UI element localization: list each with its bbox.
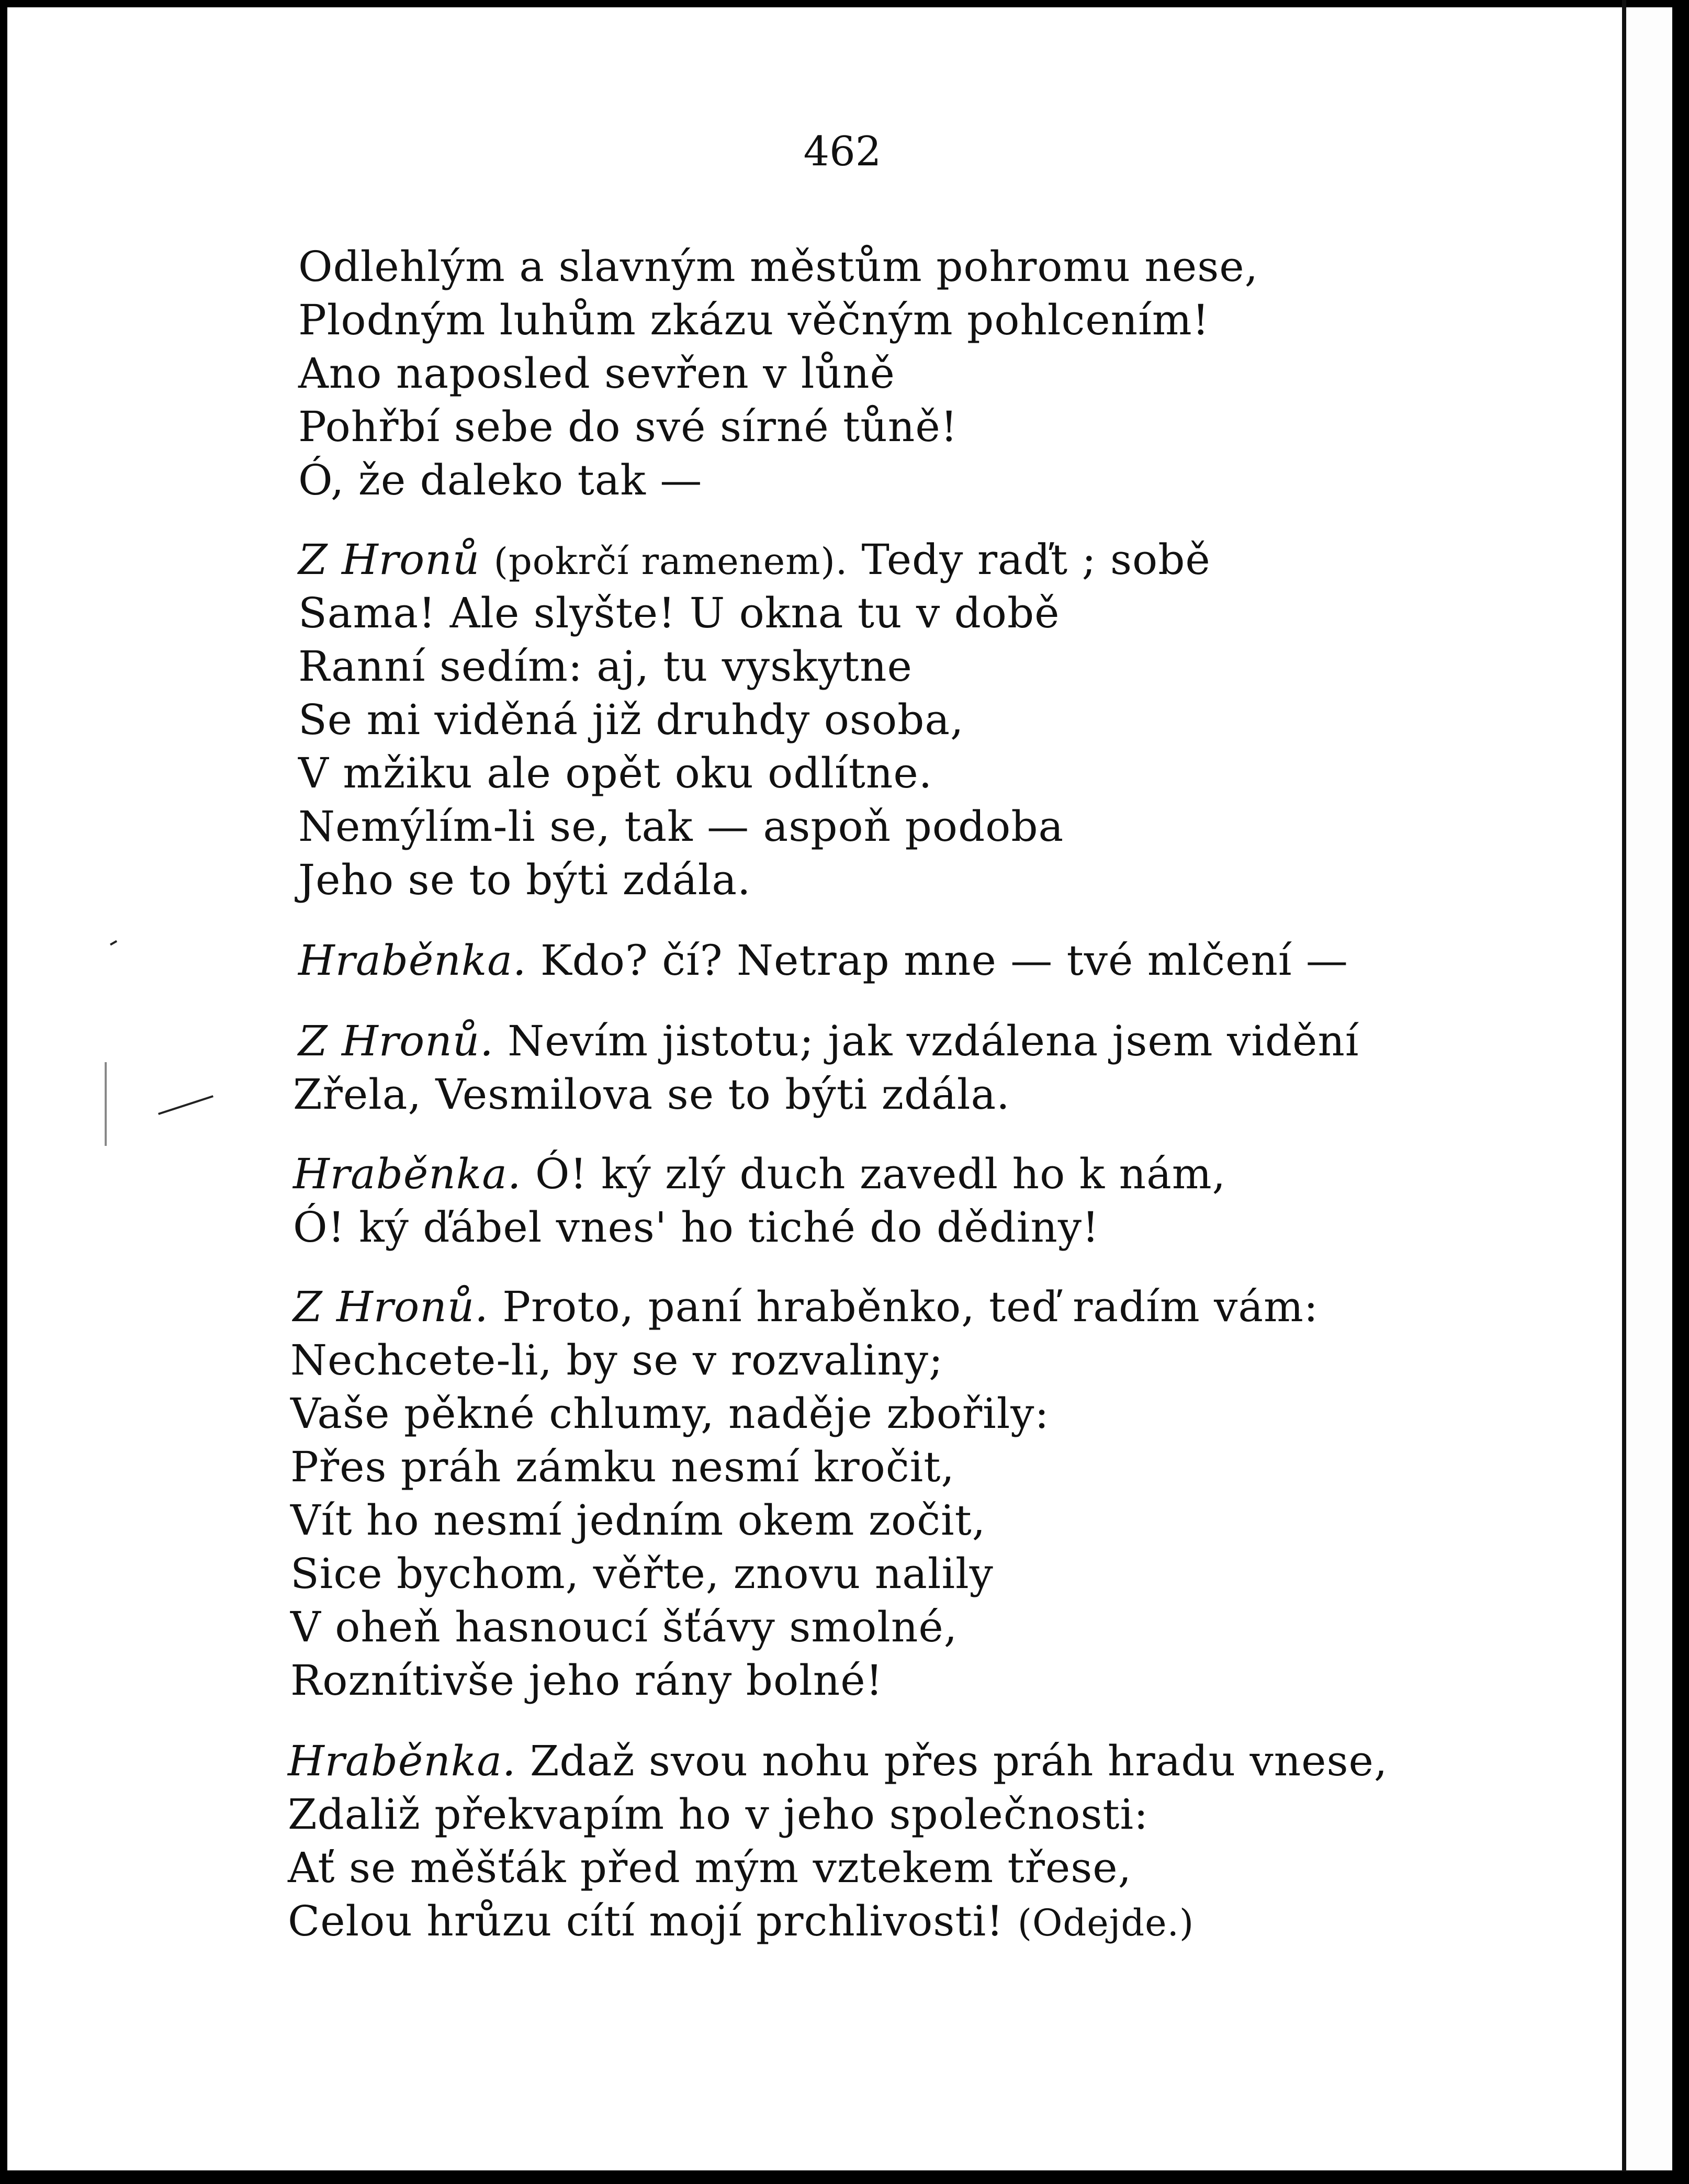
verse-line: Ó, že daleko tak — [298,456,703,504]
speech-line [298,935,1348,987]
speech-line [298,1015,1359,1067]
verse-line: Jeho se to býti zdála. [298,855,751,904]
verse-line: Přes práh zámku nesmí kročit, [290,1443,955,1491]
verse-text: Kdo? čí? Netrap mne — tvé mlčení — [540,936,1348,985]
speaker-name: Hraběnka. [298,936,527,985]
verse-text: Celou hrůzu cítí mojí prchlivosti! [288,1897,1004,1945]
verse-text: Nevím jistotu; jak vzdálena jsem vidění [508,1017,1359,1065]
verse-line: Nechcete-li, by se v rozvaliny; [290,1336,943,1384]
verse-line: Vaše pěkné chlumy, naděje zbořily: [290,1389,1050,1438]
speech-line [288,1735,1388,1787]
page-edge-line [1622,0,1626,2171]
scan-border-left [0,0,7,2184]
verse-text: Proto, paní hraběnko, teď radím vám: [502,1282,1319,1331]
verse-line: Ať se měšťák před mým vztekem třese, [288,1843,1132,1892]
verse-line: Se mi viděná již druhdy osoba, [298,695,964,744]
scan-border-bottom [0,2170,1689,2184]
speaker-name: Hraběnka. [293,1150,522,1198]
verse-line: Ranní sedím: aj, tu vyskytne [298,642,913,691]
verse-line: Zdaliž překvapím ho v jeho společnosti: [288,1790,1149,1839]
margin-mark-dash [158,1095,213,1115]
verse-text: Ó! ký zlý duch zavedl ho k nám, [535,1150,1226,1198]
verse-line: Roznítivše jeho rány bolné! [290,1656,883,1705]
speech-line [288,1895,1194,1949]
speaker-name: Hraběnka. [288,1737,516,1785]
page-edge-gap [1626,7,1672,2170]
stage-direction: (Odejde.) [1017,1901,1195,1944]
speech-line [293,1281,1319,1333]
verse-line: V oheň hasnoucí šťávy smolné, [290,1603,958,1651]
scan-border-right [1672,0,1689,2184]
speaker-name: Z Hronů. [298,1017,494,1065]
verse-text: Zdaž svou nohu přes práh hradu vnese, [530,1737,1388,1785]
verse-line: Zřela, Vesmilova se to býti zdála. [293,1070,1010,1119]
margin-mark-tick [105,1062,107,1146]
verse-line: V mžiku ale opět oku odlítne. [298,749,933,797]
verse-line: Vít ho nesmí jedním okem zočit, [290,1496,986,1545]
verse-line: Nemýlím-li se, tak — aspoň podoba [298,802,1064,851]
scan-border-top [0,0,1689,7]
verse-line: Sice bychom, věřte, znovu nalily [290,1549,994,1598]
speech-line [298,534,1211,588]
verse-line: Ó! ký ďábel vnes' ho tiché do dědiny! [293,1203,1100,1252]
verse-line: Pohřbí sebe do své sírné tůně! [298,402,958,451]
stage-direction: (pokrčí ramenem). [493,540,848,583]
verse-text: Tedy raďt ; sobě [861,535,1211,584]
verse-line: Sama! Ale slyšte! U okna tu v době [298,589,1060,637]
page-number: 462 [803,128,882,175]
margin-mark-small [110,940,117,945]
speaker-name: Z Hronů. [293,1282,489,1331]
speaker-name: Z Hronů [298,535,480,584]
verse-line: Ano naposled sevřen v lůně [298,349,895,398]
verse-line: Plodným luhům zkázu věčným pohlcením! [298,296,1210,344]
speech-line [293,1148,1226,1200]
verse-line: Odlehlým a slavným městům pohromu nese, [298,242,1259,291]
